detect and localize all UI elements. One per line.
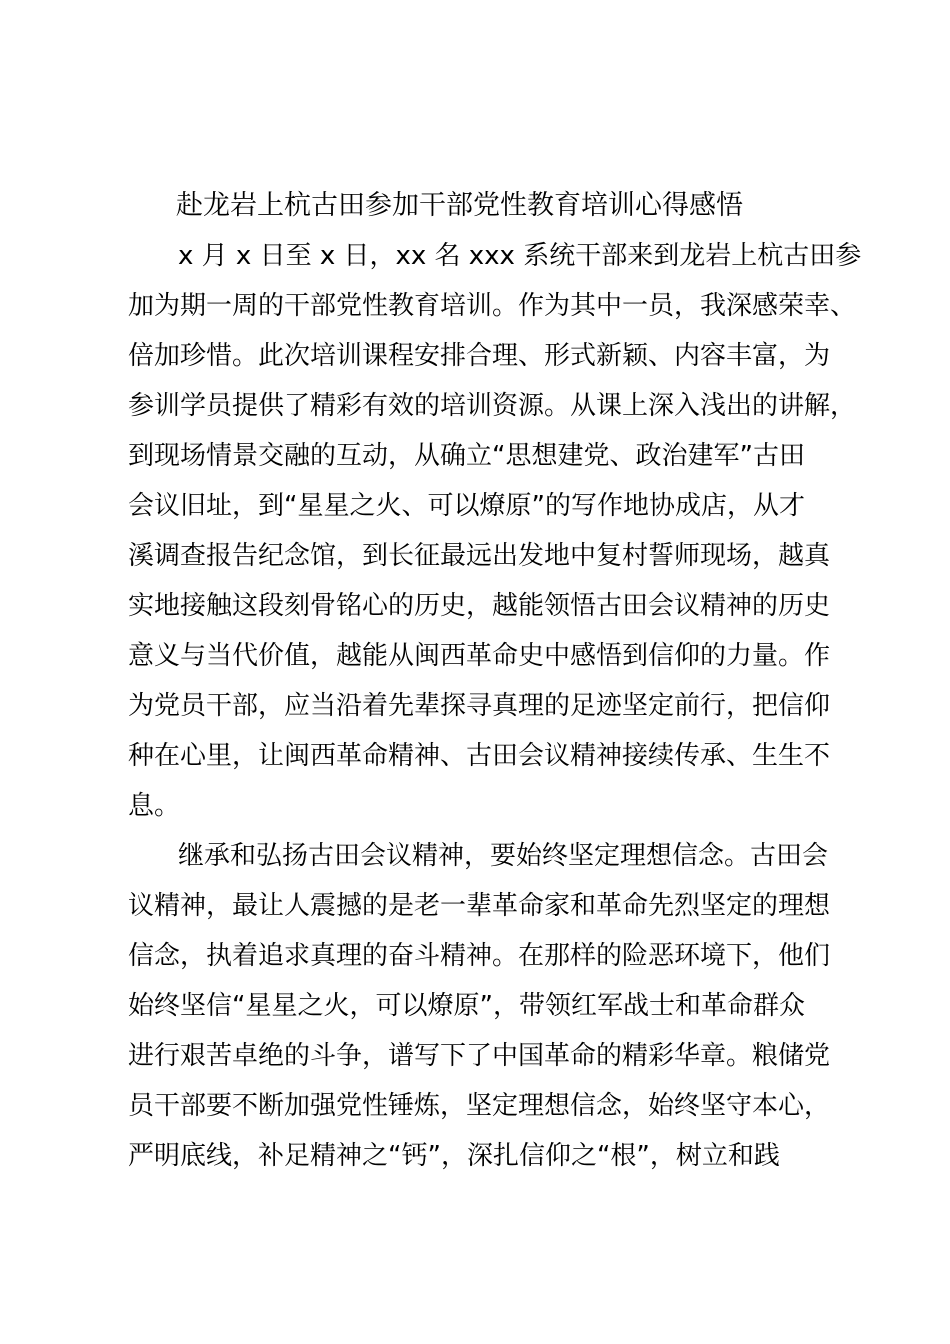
paragraph-1-line-9: 意义与当代价值，越能从闽西革命史中感悟到信仰的力量。作 (128, 641, 831, 671)
document-title: 赴龙岩上杭古田参加干部党性教育培训心得感悟 (176, 190, 743, 221)
paragraph-1-line-11: 种在心里，让闽西革命精神、古田会议精神接续传承、生生不 (128, 741, 831, 771)
paragraph-2-line-4: 始终坚信“星星之火，可以燎原”，带领红军战士和革命群众 (128, 991, 805, 1021)
paragraph-1-line-4: 参训学员提供了精彩有效的培训资源。从课上深入浅出的讲解， (128, 391, 857, 421)
paragraph-2-line-7: 严明底线，补足精神之“钙”，深扎信仰之“根”，树立和践 (128, 1141, 780, 1171)
paragraph-1-line-12: 息。 (128, 791, 181, 821)
paragraph-2-line-6: 员干部要不断加强党性锤炼，坚定理想信念，始终坚守本心， (128, 1091, 831, 1121)
paragraph-1-line-8: 实地接触这段刻骨铭心的历史，越能领悟古田会议精神的历史 (128, 591, 831, 621)
paragraph-1-line-7: 溪调查报告纪念馆，到长征最远出发地中复村誓师现场，越真 (128, 541, 831, 571)
paragraph-2-line-5: 进行艰苦卓绝的斗争，谱写下了中国革命的精彩华章。粮储党 (128, 1041, 831, 1071)
paragraph-2-line-2: 议精神，最让人震撼的是老一辈革命家和革命先烈坚定的理想 (128, 891, 831, 921)
paragraph-1-line-3: 倍加珍惜。此次培训课程安排合理、形式新颖、内容丰富，为 (128, 341, 831, 371)
paragraph-2-line-1: 继承和弘扬古田会议精神，要始终坚定理想信念。古田会 (178, 841, 829, 871)
paragraph-1-line-5: 到现场情景交融的互动，从确立“思想建党、政治建军”古田 (128, 441, 805, 471)
paragraph-2-line-3: 信念，执着追求真理的奋斗精神。在那样的险恶环境下，他们 (128, 941, 831, 971)
paragraph-1-line-10: 为党员干部，应当沿着先辈探寻真理的足迹坚定前行，把信仰 (128, 691, 831, 721)
paragraph-1-line-1: x 月 x 日至 x 日，xx 名 xxx 系统干部来到龙岩上杭古田参 (178, 241, 862, 271)
paragraph-1-line-6: 会议旧址，到“星星之火、可以燎原”的写作地协成店，从才 (128, 491, 805, 521)
paragraph-1-line-2: 加为期一周的干部党性教育培训。作为其中一员，我深感荣幸、 (128, 291, 857, 321)
